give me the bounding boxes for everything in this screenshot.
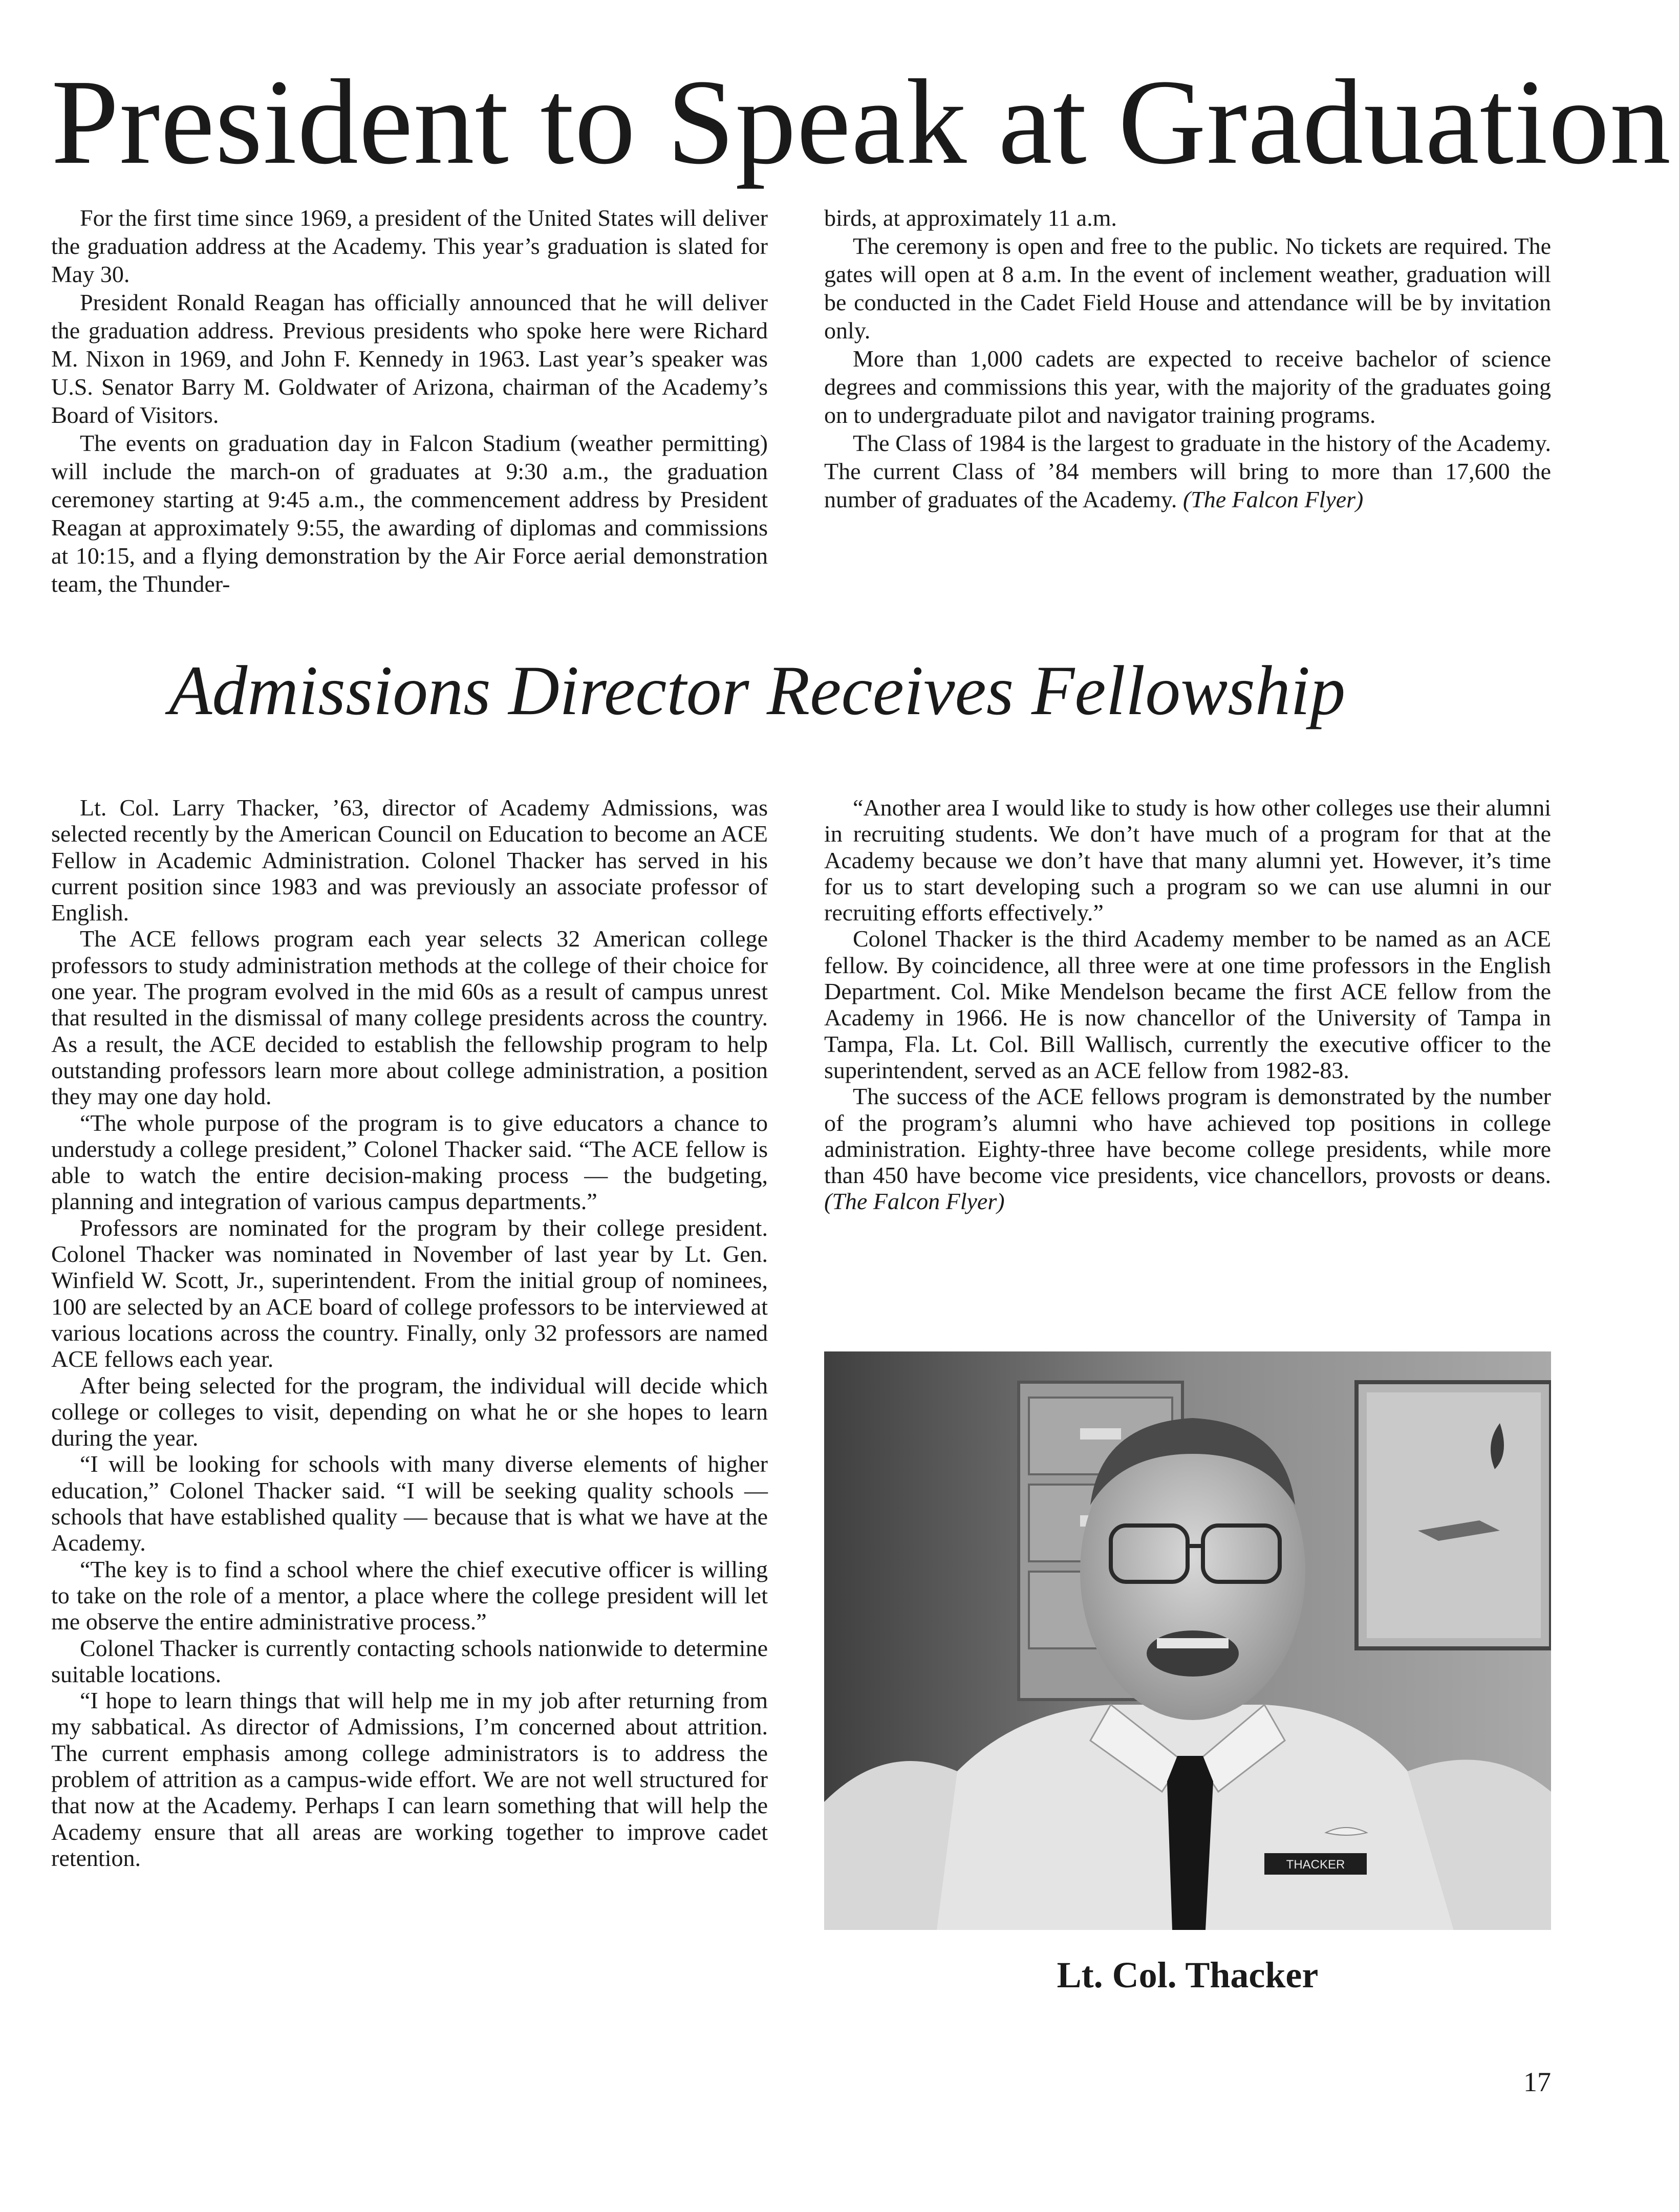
paragraph: [824, 429, 1551, 513]
page-number: 17: [1523, 2067, 1551, 2097]
paragraph: Colonel Thacker is currently contacting schools nationwide to determine suitable locations.: [51, 1635, 768, 1687]
paragraph: President Ronald Reagan has officially announced that he will deliver the graduation address. Previous presidents who spoke here were Richard M. Nixon in 1969, and John F. Kennedy in 1963. Last year’s speaker was U.S. Senator Barry M. Goldwater of Arizona, chairman of the Academy’s Board of Visitors.: [51, 289, 768, 428]
source-credit: (The Falcon Flyer): [1182, 486, 1364, 512]
paragraph-text: The success of the ACE fellows program is demonstrated by the number of the program’s alumni who have achieved top positions in college administration. Eighty-three have become college presidents, while more than 450 have become vice presidents, vice chancellors, provosts or deans.: [824, 1083, 1551, 1189]
paragraph-continuation: birds, at approximately 11 a.m.: [824, 205, 1117, 231]
paragraph: “I hope to learn things that will help me in my job after returning from my sabbatical. As director of Admissions, I’m concerned about attrition. The current emphasis among college administrators is to address the problem of attrition as a campus-wide effort. We are not well structured for that now at the Academy. Perhaps I can learn something that will help the Academy ensure that all areas are working together to improve cadet retention.: [51, 1687, 768, 1871]
paragraph: Colonel Thacker is the third Academy member to be named as an ACE fellow. By coincidence, all three were at one time professors in the English Department. Col. Mike Mendelson became the first ACE fellow from the Academy in 1966. He is now chancellor of the University of Tampa in Tampa, Fla. Lt. Col. Bill Wallisch, currently the executive officer to the superintendent, served as an ACE fellow from 1982-83.: [824, 926, 1551, 1083]
photo-caption: Lt. Col. Thacker: [1057, 1955, 1319, 1995]
paragraph: “The key is to find a school where the chief executive officer is willing to take on the role of a mentor, a place where the college president will let me observe the entire administrative process.”: [51, 1556, 768, 1635]
article-title-graduation: President to Speak at Graduation: [51, 55, 1671, 189]
paragraph: For the first time since 1969, a president of the United States will deliver the graduation address at the Academy. This year’s graduation is slated for May 30.: [51, 205, 768, 287]
paragraph: “Another area I would like to study is how other colleges use their alumni in recruiting students. We don’t have much of a program for that at the Academy because we don’t have that many alumni yet. However, it’s time for us to start developing such a program so we can use alumni in our recruiting efforts effectively.”: [824, 794, 1551, 926]
portrait-illustration: [824, 1351, 1551, 1930]
paragraph: More than 1,000 cadets are expected to receive bachelor of science degrees and commissions this year, with the majority of the graduates going on to undergraduate pilot and navigator training programs.: [824, 346, 1551, 428]
paragraph: The ceremony is open and free to the public. No tickets are required. The gates will open at 8 a.m. In the event of inclement weather, graduation will be conducted in the Cadet Field House and attendance will be by invitation only.: [824, 233, 1551, 343]
paragraph-text: The Class of 1984 is the largest to graduate in the history of the Academy. The current Class of ’84 members will bring to more than 17,600 the number of graduates of the Academy.: [824, 430, 1551, 512]
paragraph: The events on graduation day in Falcon Stadium (weather permitting) will include the march-on of graduates at 9:30 a.m., the graduation ceremoney starting at 9:45 a.m., the commencement address by President Reagan at approximately 9:55, the awarding of diplomas and commissions at 10:15, and a flying demonstration by the Air Force aerial demonstration team, the Thunder-: [51, 430, 768, 597]
paragraph: [824, 1083, 1551, 1214]
paragraph: “The whole purpose of the program is to give educators a chance to understudy a college president,” Colonel Thacker said. “The ACE fellow is able to watch the entire decision-making process — the budgeting, planning and integration of various campus departments.”: [51, 1109, 768, 1215]
article-title-fellowship: Admissions Director Receives Fellowship: [169, 651, 1346, 729]
paragraph: After being selected for the program, the individual will decide which college or colleges to visit, depending on what he or she hopes to learn during the year.: [51, 1372, 768, 1451]
name-tag: THACKER: [1286, 1858, 1345, 1872]
portrait-photo: [824, 1351, 1551, 1930]
paragraph: Professors are nominated for the program by their college president. Colonel Thacker was nominated in November of last year by Lt. Gen. Winfield W. Scott, Jr., superintendent. From the initial group of nominees, 100 are selected by an ACE board of college professors to be interviewed at various locations across the country. Finally, only 32 professors are named ACE fellows each year.: [51, 1214, 768, 1372]
article2-column-left: [51, 794, 768, 1871]
article1-column-left: [51, 204, 768, 598]
article1-column-right: [824, 204, 1551, 513]
paragraph: The ACE fellows program each year selects 32 American college professors to study administration methods at the college of their choice for one year. The program evolved in the mid 60s as a result of campus unrest that resulted in the dismissal of many college presidents across the country. As a result, the ACE decided to establish the fellowship program to help outstanding professors learn more about college administration, a position they may one day hold.: [51, 926, 768, 1110]
article2-column-right: [824, 794, 1551, 1215]
paragraph: Lt. Col. Larry Thacker, ’63, director of Academy Admissions, was selected recently by the American Council on Education to become an ACE Fellow in Academic Administration. Colonel Thacker has served in his current position since 1983 and was previously an associate professor of English.: [51, 794, 768, 926]
source-credit: (The Falcon Flyer): [824, 1188, 1005, 1215]
paragraph: “I will be looking for schools with many diverse elements of higher education,” Colonel Thacker said. “I will be seeking quality schools — schools that have established quality — because that is what we have at the Academy.: [51, 1451, 768, 1556]
